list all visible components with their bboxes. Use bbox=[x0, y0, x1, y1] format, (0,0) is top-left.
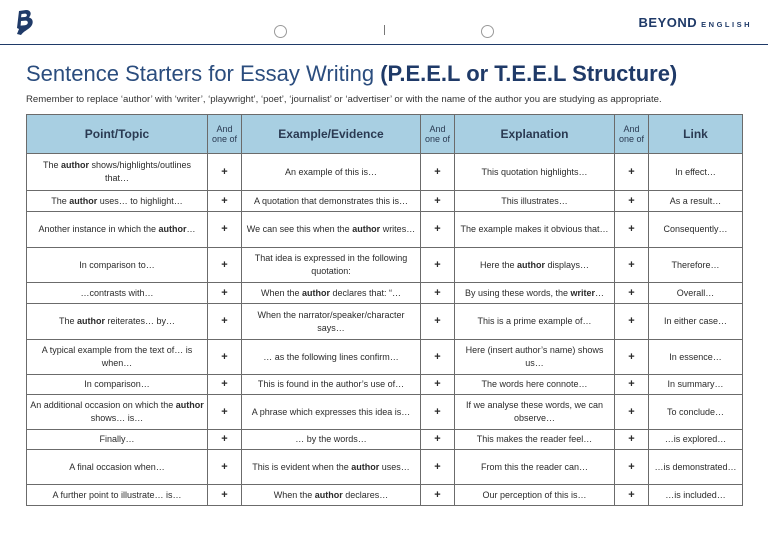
header-and-one-of: And one of bbox=[615, 115, 649, 154]
link-cell: In either case… bbox=[649, 304, 743, 340]
plus-icon: + bbox=[615, 191, 649, 212]
table-row bbox=[27, 450, 743, 485]
bold-keyword: writer bbox=[570, 287, 596, 298]
plus-icon: + bbox=[421, 248, 455, 283]
explanation-cell: This makes the reader feel… bbox=[455, 430, 615, 450]
example-cell: An example of this is… bbox=[242, 154, 421, 191]
punch-hole-icon bbox=[481, 25, 494, 38]
plus-icon: + bbox=[421, 430, 455, 450]
plus-icon: + bbox=[421, 304, 455, 340]
bold-keyword: author bbox=[175, 400, 204, 410]
brand-sub: ENGLISH bbox=[701, 20, 752, 29]
point-cell: …contrasts with… bbox=[27, 283, 208, 304]
plus-icon: + bbox=[421, 375, 455, 395]
bold-keyword: author bbox=[351, 461, 380, 472]
point-cell: The author reiterates… by… bbox=[27, 304, 208, 340]
plus-icon: + bbox=[421, 283, 455, 304]
example-cell: We can see this when the author writes… bbox=[242, 212, 421, 248]
table-row bbox=[27, 304, 743, 340]
table-row bbox=[27, 485, 743, 506]
plus-icon: + bbox=[208, 430, 242, 450]
link-cell: In effect… bbox=[649, 154, 743, 191]
page-title bbox=[26, 61, 677, 87]
explanation-cell: Here (insert author’s name) shows us… bbox=[455, 340, 615, 375]
table-row bbox=[27, 375, 743, 395]
example-cell: This is evident when the author uses… bbox=[242, 450, 421, 485]
bold-keyword: author bbox=[69, 195, 98, 206]
explanation-cell: This is a prime example of… bbox=[455, 304, 615, 340]
bold-keyword: author bbox=[76, 316, 105, 326]
explanation-cell: The words here connote… bbox=[455, 375, 615, 395]
plus-icon: + bbox=[615, 340, 649, 375]
explanation-cell: This illustrates… bbox=[455, 191, 615, 212]
example-cell: This is found in the author’s use of… bbox=[242, 375, 421, 395]
plus-icon: + bbox=[421, 212, 455, 248]
plus-icon: + bbox=[208, 395, 242, 430]
bold-keyword: author bbox=[352, 224, 381, 234]
brand-name: BEYOND bbox=[638, 15, 698, 30]
table-row bbox=[27, 340, 743, 375]
plus-icon: + bbox=[615, 212, 649, 248]
example-cell: When the author declares… bbox=[242, 485, 421, 506]
explanation-cell: By using these words, the writer… bbox=[455, 283, 615, 304]
plus-icon: + bbox=[208, 154, 242, 191]
point-cell: In comparison… bbox=[27, 375, 208, 395]
page-subtitle: Remember to replace ‘author’ with ‘writer’, ‘playwright’, ‘poet’, ‘journalist’ or ‘advertiser’ or with the name of the author you are studying as appropriate. bbox=[26, 94, 662, 105]
point-cell: Another instance in which the author… bbox=[27, 212, 208, 248]
header-and-one-of: And one of bbox=[208, 115, 242, 154]
explanation-cell: Here the author displays… bbox=[455, 248, 615, 283]
brand-logo bbox=[639, 14, 752, 32]
link-cell: …is explored… bbox=[649, 430, 743, 450]
link-cell: In essence… bbox=[649, 340, 743, 375]
link-cell: In summary… bbox=[649, 375, 743, 395]
example-cell: A phrase which expresses this idea is… bbox=[242, 395, 421, 430]
link-cell: Consequently… bbox=[649, 212, 743, 248]
b-logo-icon bbox=[15, 9, 35, 36]
plus-icon: + bbox=[615, 283, 649, 304]
point-cell: A further point to illustrate… is… bbox=[27, 485, 208, 506]
table-row bbox=[27, 395, 743, 430]
header-example-evidence: Example/Evidence bbox=[242, 115, 421, 154]
table-row bbox=[27, 154, 743, 191]
explanation-cell: The example makes it obvious that… bbox=[455, 212, 615, 248]
example-cell: When the narrator/speaker/character says… bbox=[242, 304, 421, 340]
example-cell: When the author declares that: “… bbox=[242, 283, 421, 304]
plus-icon: + bbox=[208, 212, 242, 248]
point-cell: In comparison to… bbox=[27, 248, 208, 283]
center-mark bbox=[384, 25, 385, 35]
plus-icon: + bbox=[615, 304, 649, 340]
plus-icon: + bbox=[421, 395, 455, 430]
bold-keyword: author bbox=[314, 489, 343, 500]
point-cell: The author shows/highlights/outlines that… bbox=[27, 154, 208, 191]
top-bar bbox=[0, 0, 768, 45]
plus-icon: + bbox=[208, 450, 242, 485]
bold-keyword: author bbox=[158, 224, 187, 234]
plus-icon: + bbox=[615, 430, 649, 450]
plus-icon: + bbox=[208, 375, 242, 395]
plus-icon: + bbox=[421, 450, 455, 485]
link-cell: As a result… bbox=[649, 191, 743, 212]
plus-icon: + bbox=[208, 340, 242, 375]
header-explanation: Explanation bbox=[455, 115, 615, 154]
title-plain: Sentence Starters for Essay Writing bbox=[26, 61, 381, 86]
plus-icon: + bbox=[615, 154, 649, 191]
link-cell: Overall… bbox=[649, 283, 743, 304]
table-row bbox=[27, 430, 743, 450]
link-cell: …is included… bbox=[649, 485, 743, 506]
explanation-cell: This quotation highlights… bbox=[455, 154, 615, 191]
plus-icon: + bbox=[615, 395, 649, 430]
point-cell: An additional occasion on which the author shows… is… bbox=[27, 395, 208, 430]
table-row bbox=[27, 283, 743, 304]
table-row bbox=[27, 191, 743, 212]
example-cell: A quotation that demonstrates this is… bbox=[242, 191, 421, 212]
table-header-row bbox=[27, 115, 743, 154]
link-cell: To conclude… bbox=[649, 395, 743, 430]
explanation-cell: Our perception of this is… bbox=[455, 485, 615, 506]
table-row bbox=[27, 212, 743, 248]
plus-icon: + bbox=[208, 191, 242, 212]
bold-keyword: author bbox=[517, 259, 545, 270]
explanation-cell: From this the reader can… bbox=[455, 450, 615, 485]
plus-icon: + bbox=[208, 248, 242, 283]
plus-icon: + bbox=[208, 485, 242, 506]
title-bold: (P.E.E.L or T.E.E.L Structure) bbox=[380, 61, 678, 86]
header-and-one-of: And one of bbox=[421, 115, 455, 154]
table-row bbox=[27, 248, 743, 283]
link-cell: Therefore… bbox=[649, 248, 743, 283]
punch-hole-icon bbox=[274, 25, 287, 38]
plus-icon: + bbox=[208, 304, 242, 340]
plus-icon: + bbox=[615, 248, 649, 283]
example-cell: … by the words… bbox=[242, 430, 421, 450]
example-cell: That idea is expressed in the following quotation: bbox=[242, 248, 421, 283]
point-cell: The author uses… to highlight… bbox=[27, 191, 208, 212]
example-cell: … as the following lines confirm… bbox=[242, 340, 421, 375]
plus-icon: + bbox=[615, 485, 649, 506]
header-point-topic: Point/Topic bbox=[27, 115, 208, 154]
point-cell: A final occasion when… bbox=[27, 450, 208, 485]
point-cell: Finally… bbox=[27, 430, 208, 450]
plus-icon: + bbox=[421, 340, 455, 375]
plus-icon: + bbox=[421, 154, 455, 191]
header-link: Link bbox=[649, 115, 743, 154]
explanation-cell: If we analyse these words, we can observe… bbox=[455, 395, 615, 430]
plus-icon: + bbox=[615, 375, 649, 395]
point-cell: A typical example from the text of… is when… bbox=[27, 340, 208, 375]
sentence-starters-table bbox=[26, 114, 743, 506]
plus-icon: + bbox=[421, 485, 455, 506]
plus-icon: + bbox=[421, 191, 455, 212]
link-cell: …is demonstrated… bbox=[649, 450, 743, 485]
bold-keyword: author bbox=[60, 160, 89, 170]
plus-icon: + bbox=[615, 450, 649, 485]
plus-icon: + bbox=[208, 283, 242, 304]
bold-keyword: author bbox=[302, 287, 330, 298]
